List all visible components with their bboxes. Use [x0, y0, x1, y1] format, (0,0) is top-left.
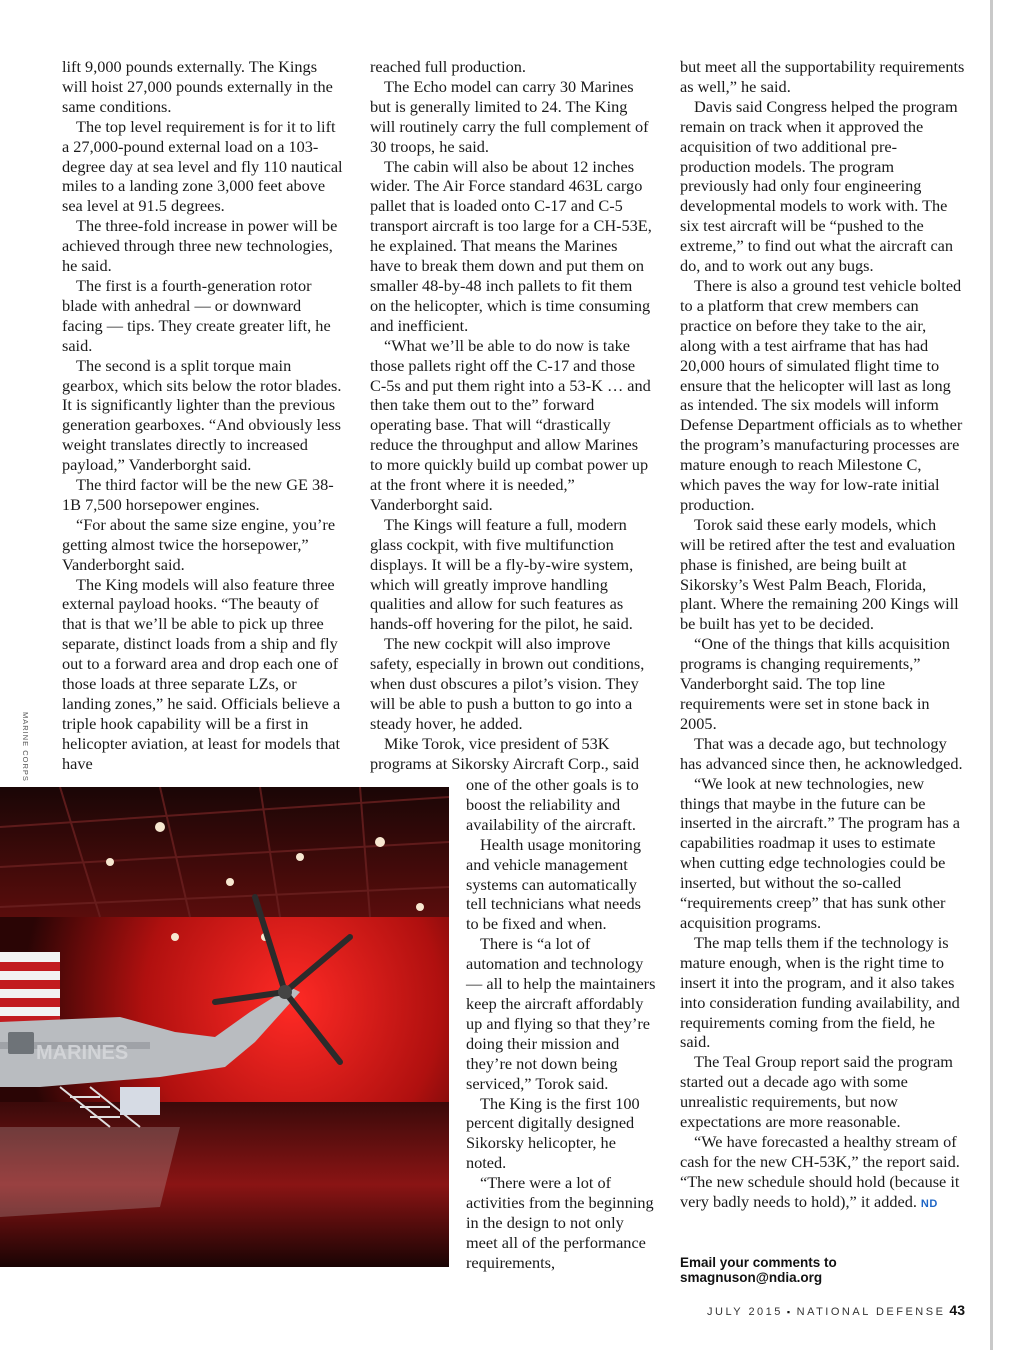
footer-issue: JULY 2015	[707, 1306, 783, 1318]
page-footer	[700, 1302, 965, 1318]
paragraph: “We look at new technologies, new things that maybe in the future can be inserted in the aircraft.” The program has a capabilities roadmap it uses to estimate when cutting edge technologies could be inserted, but without the so-called “requirements creep” that has sunk other acquisition programs.	[680, 773, 960, 932]
paragraph: “For about the same size engine, you’re getting almost twice the horsepower,” Vanderborght said.	[62, 514, 336, 574]
display-sign	[120, 1087, 160, 1115]
article-column-1	[62, 57, 344, 774]
page-number: 43	[949, 1302, 965, 1318]
paragraph: The King models will also feature three external payload hooks. “The beauty of that is that we’ll be able to pick up three separate, distinct loads from a ship and fly out to a forward area and drop each one of those loads at three separate LZs, or landing zones,” he said. Officials believe a triple hook capability will be a first in helicopter aviation, at least for models that have	[62, 574, 341, 773]
paragraph: one of the other goals is to boost the reliability and availability of the aircraft.	[466, 775, 639, 834]
paragraph: The third factor will be the new GE 38-1B 7,500 horsepower engines.	[62, 475, 334, 514]
paragraph: The Echo model can carry 30 Marines but is generally limited to 24. The King will routinely carry the full complement of 30 troops, he said.	[370, 76, 649, 156]
page-edge-rule	[990, 0, 993, 1350]
cabin-window	[8, 1032, 34, 1054]
paragraph: The map tells them if the technology is mature enough, when is the right time to insert it into the program, and it also takes into consideration funding availability, and requirements coming from the field, he said.	[680, 932, 960, 1052]
paragraph: The first is a fourth-generation rotor blade with anhedral — or downward facing — tips. They create greater lift, he said.	[62, 275, 331, 355]
fuselage-marking: MARINES	[36, 1042, 129, 1064]
article-column-2-wrap	[466, 775, 656, 1273]
email-comments-line: Email your comments to smagnuson@ndia.org	[680, 1255, 837, 1285]
photo-credit: MARINE CORPS	[21, 712, 30, 782]
paragraph: Mike Torok, vice president of 53K programs at Sikorsky Aircraft Corp., said	[370, 733, 640, 773]
paragraph: That was a decade ago, but technology has advanced since then, he acknowledged.	[680, 733, 963, 773]
paragraph: Davis said Congress helped the program remain on track when it approved the acquisition of two additional pre-production models. The program previously had only four engineering developmental models to work with. The six test aircraft will be “pushed to the extreme,” to find out what the aircraft can do, and to work out any bugs.	[680, 96, 958, 276]
paragraph: The Kings will feature a full, modern glass cockpit, with five multifunction displays. It will be a fly-by-wire system, which will greatly improve handling qualities and allow for such features as hands-off hovering for the pilot, he said.	[370, 514, 634, 634]
paragraph: The cabin will also be about 12 inches wider. The Air Force standard 463L cargo pallet that is loaded onto C-17 and C-5 transport aircraft is too large for a CH-53E, he explained. That means the Marines have to break them down and put them on smaller 48-by-48 inch pallets to fit them on the helicopter, which is time consuming and inefficient.	[370, 156, 652, 335]
footer-separator: ▪	[786, 1307, 793, 1317]
paragraph: There is also a ground test vehicle bolted to a platform that crew members can practice on before they take to the air, along with a test airframe that has had 20,000 hours of simulated flight time to ensure that the helicopter will last as long as intended. The six models will inform Defense Department officials as to whether the program’s manufacturing processes are mature enough to reach Milestone C, which paves the way for low-rate initial production.	[680, 275, 963, 514]
paragraph	[680, 1132, 965, 1215]
paragraph: Health usage monitoring and vehicle management systems can automatically tell technicians what needs to be fixed and when.	[466, 834, 641, 934]
floor-reflection	[0, 1127, 180, 1217]
paragraph: There is “a lot of automation and technology — all to help the maintainers keep the aircraft affordably up and flying so that they’re doing their mission and they’re not down being serviced,” Torok said.	[466, 934, 656, 1093]
paragraph: reached full production.	[370, 57, 526, 76]
rotor-hub	[278, 985, 292, 999]
paragraph-text: “We have forecasted a healthy stream of cash for the new CH-53K,” the report said. “The new schedule should hold (because it very badly needs to hold),” it added.	[680, 1131, 960, 1211]
paragraph: but meet all the supportability requirements as well,” he said.	[680, 57, 965, 96]
paragraph: “There were a lot of activities from the beginning in the design to not only meet all of the performance requirements,	[466, 1173, 654, 1272]
paragraph: The new cockpit will also improve safety, especially in brown out conditions, when dust obscures a pilot’s vision. They will be able to push a button to go into a steady hover, he added.	[370, 634, 645, 733]
paragraph: The King is the first 100 percent digitally designed Sikorsky helicopter, he noted.	[466, 1093, 640, 1173]
paragraph: The top level requirement is for it to lift a 27,000-pound external load on a 103-degree day at sea level and fly 110 nautical miles to a landing zone 3,000 feet above sea level at 91.5 degrees.	[62, 116, 343, 216]
photo-illustration	[0, 787, 449, 1267]
paragraph: The second is a split torque main gearbox, which sits below the rotor blades. It is significantly lighter than the previous generation gearboxes. “And obviously less weight translates directly to increased payload,” Vanderborght said.	[62, 355, 342, 475]
paragraph: The Teal Group report said the program started out a decade ago with some unrealistic requirements, but now expectations are more reasonable.	[680, 1052, 953, 1132]
paragraph: “One of the things that kills acquisition programs is changing requirements,” Vanderborght said. The top line requirements were set in stone back in 2005.	[680, 634, 950, 733]
article-column-3	[680, 57, 965, 1215]
article-column-2	[370, 57, 652, 774]
hangar-helicopter-photo	[0, 787, 449, 1267]
paragraph: “What we’ll be able to do now is take those pallets right off the C-17 and those C-5s and put them right into a 53-K … and then take them out to the” forward operating base. That will “drastically reduce the throughput and allow Marines to more quickly build up combat power up at the front where it is needed,” Vanderborght said.	[370, 335, 651, 514]
paragraph: The three-fold increase in power will be achieved through three new technologies, he said.	[62, 216, 338, 276]
paragraph: lift 9,000 pounds externally. The Kings will hoist 27,000 pounds externally in the same conditions.	[62, 57, 333, 116]
end-mark: ND	[920, 1197, 938, 1210]
paragraph: Torok said these early models, which will be retired after the test and evaluation phase is finished, are being built at Sikorsky’s West Palm Beach, Florida, plant. Where the remaining 200 Kings will be built has yet to be decided.	[680, 514, 959, 634]
footer-publication: NATIONAL DEFENSE	[796, 1306, 946, 1318]
